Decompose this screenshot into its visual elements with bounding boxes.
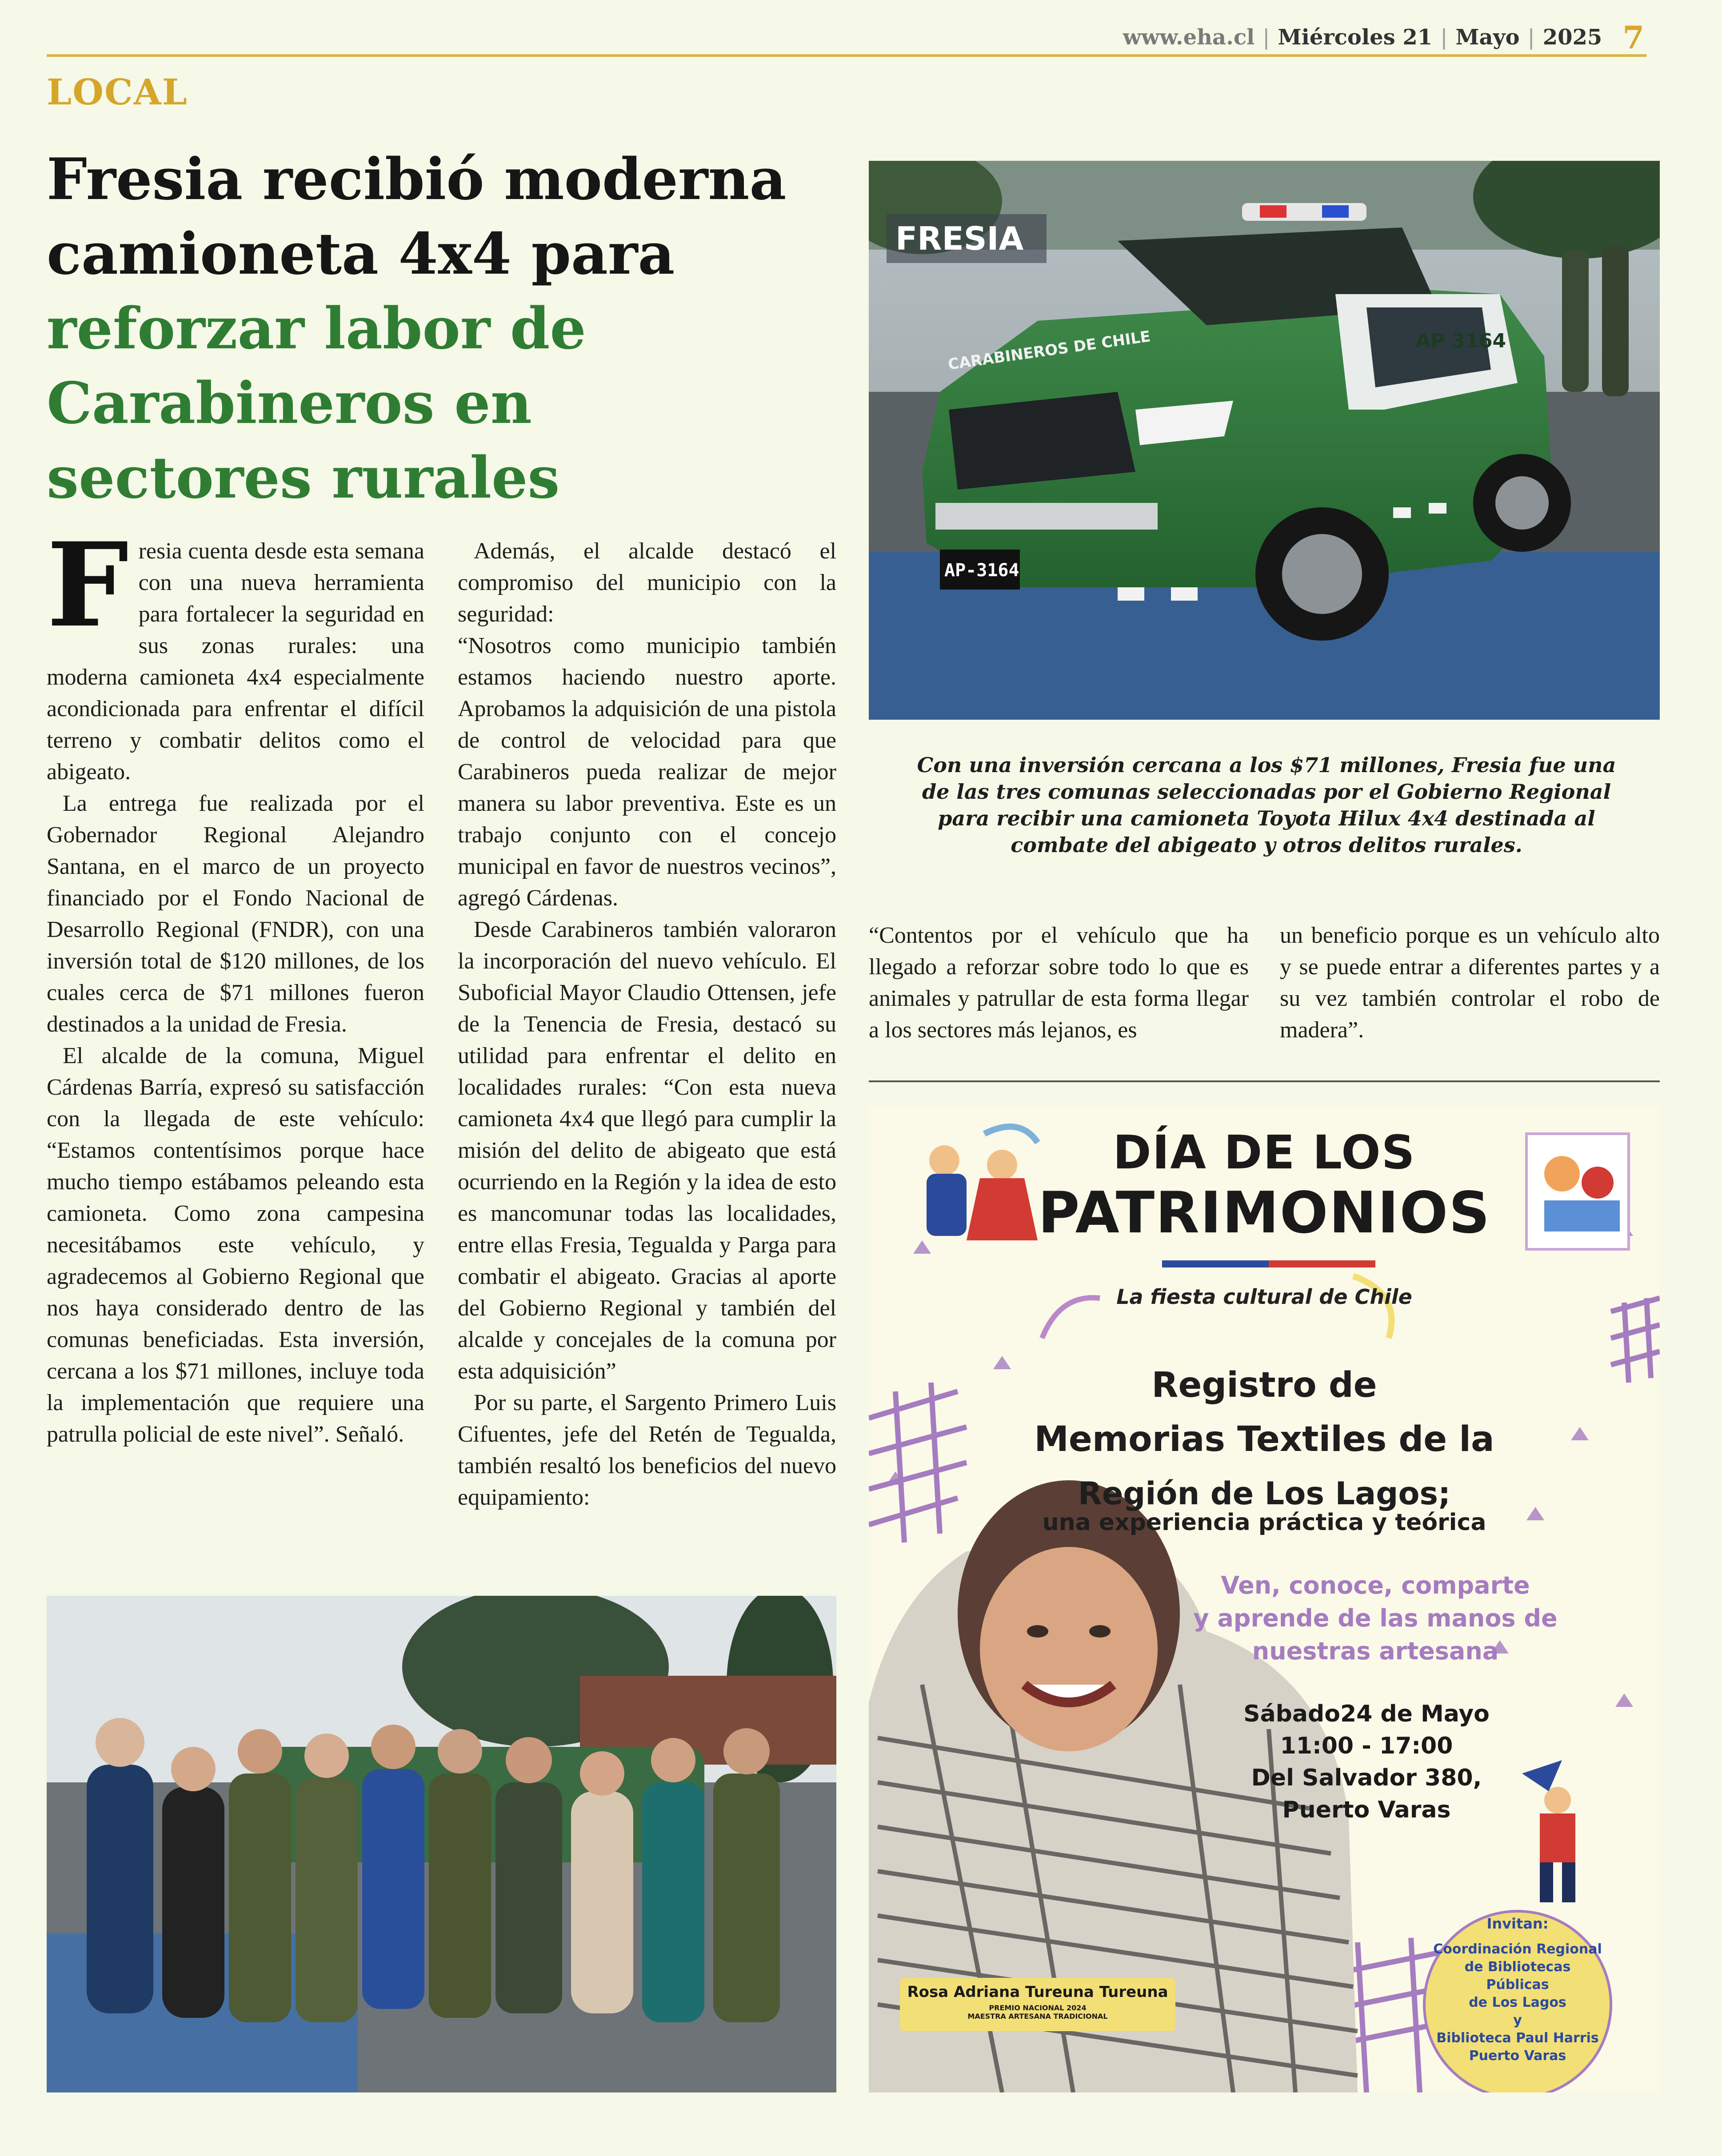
poster-event-details: Sábado24 de Mayo 11:00 - 17:00 Del Salvador 380, Puerto Varas (1243, 1701, 1490, 1823)
article-column-4 (1280, 920, 1660, 1046)
headline-line: camioneta 4x4 para (47, 221, 675, 287)
woven-pattern-left (869, 1383, 967, 1542)
issue-month: Mayo (1455, 25, 1520, 50)
woven-pattern-right (1611, 1298, 1660, 1383)
paragraph: Por su parte, el Sargento Primero Luis Cifuentes, jefe del Retén de Tegualda, también resaltó los beneficios del nuevo equipamiento: (458, 1390, 836, 1510)
fresia-sign: FRESIA (895, 220, 1024, 257)
truck-illustration (869, 161, 1660, 720)
paragraph: un beneficio porque es un vehículo alto y se puede entrar a diferentes partes y a su vez también controlar el robo de madera”. (1280, 923, 1660, 1043)
issue-day: Miércoles 21 (1278, 25, 1433, 50)
headline-line: Fresia recibió moderna (47, 146, 787, 213)
truck-photo (869, 161, 1660, 720)
issue-year: 2025 (1542, 25, 1602, 50)
header-rule (47, 54, 1646, 57)
artisan-figure-icon (1522, 1760, 1575, 1902)
photo-caption: Con una inversión cercana a los $71 millones, Fresia fue una de las tres comunas seleccionadas por el Gobierno Regional para recibir una camioneta Toyota Hilux 4x4 destinada al combate del abigeato y otros delitos rurales. (917, 753, 1616, 857)
paragraph: Fresia cuenta desde esta semana con una nueva herramienta para fortalecer la seguridad en sus zonas rurales: una moderna camioneta 4x4 especialmente acondicionada para enfrentar el difícil terreno y combatir delitos como el abigeato. (47, 518, 424, 785)
event-poster (869, 1107, 1660, 2092)
honoree-plate: Rosa Adriana Tureuna Tureuna PREMIO NACIONAL 2024 MAESTRA ARTESANA TRADICIONAL (907, 1983, 1168, 2021)
drop-cap: F (47, 518, 129, 653)
headline-line: sectores rurales (47, 445, 560, 511)
column-divider (869, 1080, 1660, 1082)
door-code: AP 3164 (1415, 330, 1506, 352)
article-column-1 (47, 518, 424, 1450)
poster-subheading: una experiencia práctica y teórica (1042, 1509, 1486, 1536)
poster-tagline: La fiesta cultural de Chile (1116, 1285, 1412, 1309)
vehicle-text: CARABINEROS DE CHILE (947, 327, 1152, 374)
paragraph: El alcalde de la comuna, Miguel Cárdenas Barría, expresó su satisfacción con la llegada de este vehículo: “Estamos contentísimos porque hace mucho tiempo estábamos peleando esta camioneta. Como zona campesina necesitábamos este vehículo, y agradecemos al Gobierno Regional que nos haya considerado dentro de las comunas beneficiadas. Esta inversión, cercana a los $71 millones, incluye toda la implementación que requiere una patrulla policial de este nivel”. Señaló. (47, 1043, 424, 1447)
paragraph: Además, el alcalde destacó el compromiso del municipio con la seguridad: (458, 538, 836, 627)
organizers: Invitan: Coordinación Regional de Bibliotecas Públicas de Los Lagos y Biblioteca Paul Harris Puerto Varas (1433, 1915, 1602, 2064)
section-label: LOCAL (47, 71, 188, 113)
article-column-2 (458, 535, 836, 1513)
headline-line: Carabineros en (47, 370, 532, 437)
crafts-icon (1526, 1134, 1629, 1249)
headline (47, 142, 847, 515)
poster-invite: Ven, conoce, comparte y aprende de las manos de nuestras artesana (1193, 1571, 1558, 1665)
masthead: www.eha.cl | Miércoles 21 | Mayo | 2025 7 (1123, 19, 1644, 56)
group-illustration (47, 1596, 836, 2092)
site-url[interactable]: www.eha.cl (1123, 25, 1255, 50)
page-number: 7 (1622, 19, 1644, 56)
article-column-3 (869, 920, 1249, 1046)
poster-heading: Registro de Memorias Textiles de la Región de Los Lagos; (1034, 1365, 1494, 1512)
paragraph: La entrega fue realizada por el Gobernador Regional Alejandro Santana, en el marco de un proyecto financiado por el Fondo Nacional de Desarrollo Regional (FNDR), con una inversión total de $120 millones, de los cuales cerca de $71 millones fueron destinados a la unidad de Fresia. (47, 791, 424, 1037)
paragraph: Desde Carabineros también valoraron la incorporación del nuevo vehículo. El Suboficial Mayor Claudio Ottensen, jefe de la Tenencia de Fresia, destacó su utilidad para enfrentar el delito en localidades rurales: “Con esta nueva camioneta 4x4 que llegó para cumplir la misión del delito de abigeato que está ocurriendo en la Región y la idea de esto es mancomunar todas las localidades, entre ellas Fresia, Tegualda y Parga para combatir el abigeato. Gracias al aporte del Gobierno Regional y también del alcalde y concejales de la comuna por esta adquisición” (458, 917, 836, 1384)
poster-title: DÍA DE LOS PATRIMONIOS (1038, 1125, 1491, 1246)
group-photo (47, 1596, 836, 2092)
license-plate: AP-3164 (944, 560, 1019, 581)
paragraph: “Nosotros como municipio también estamos haciendo nuestro aporte. Aprobamos la adquisición de una pistola de control de velocidad para que Carabineros pueda realizar de mejor manera su labor preventiva. Este es un trabajo conjunto con el concejo municipal en favor de nuestros vecinos”, agregó Cárdenas. (458, 633, 836, 911)
headline-line: reforzar labor de (47, 295, 586, 362)
paragraph: “Contentos por el vehículo que ha llegado a reforzar sobre todo lo que es animales y patrullar de esta forma llegar a los sectores más lejanos, es (869, 923, 1249, 1043)
